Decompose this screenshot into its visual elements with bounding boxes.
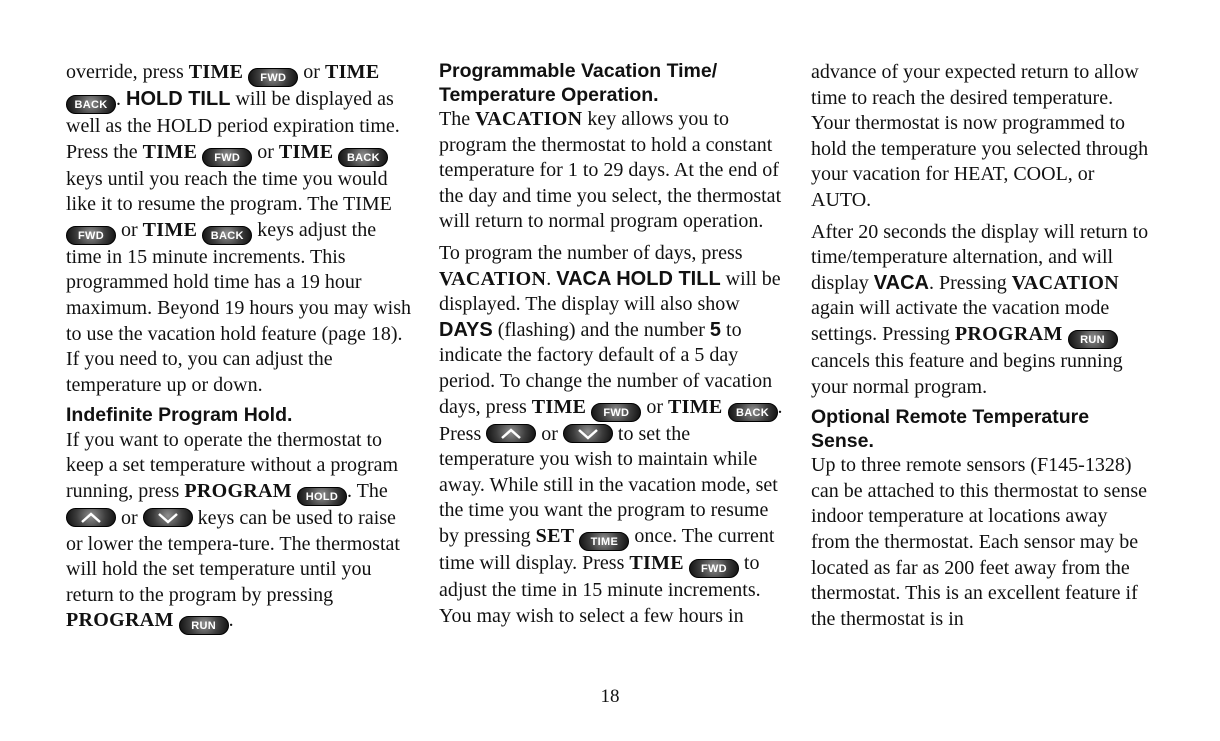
fwd-button-icon: FWD: [248, 68, 298, 87]
program-key-label: PROGRAM: [184, 480, 292, 503]
middle-column: [439, 60, 789, 629]
back-button-icon: BACK: [202, 226, 252, 245]
vacation-display-paragraph: After 20 seconds the display will return to time/temperature alternation, and will display VACA. Pressing VACATION again will activate the vacation mode settings. Pressing PROGRAM RUN cancels this feature and begins running your normal program.: [811, 220, 1149, 398]
fwd-button-icon: FWD: [591, 403, 641, 422]
time-key-label: TIME: [142, 140, 198, 163]
display-text-vaca-hold-till: VACA HOLD TILL: [556, 267, 721, 290]
vacation-key-label: VACATION: [439, 267, 547, 290]
vacation-steps-paragraph: To program the number of days, press VACATION. VACA HOLD TILL will be displayed. The display will also show DAYS (flashing) and the number 5 to indicate the factory default of a 5 day period. To change the number of vacation days, press TIME FWD or TIME BACK . Press or to set the temperature you wish to maintain while away. While still in the vacation mode, set the time you want the program to resume by pressing SET TIME once. The current time will display. Press TIME FWD to adjust the time in 15 minute increments. You may wish to select a few hours in: [439, 241, 783, 627]
fwd-button-icon: FWD: [202, 148, 252, 167]
remote-sensor-paragraph: Up to three remote sensors (F145-1328) can be attached to this thermostat to sense indoor temperature at locations away from the thermostat. Each sensor may be located as far as 200 feet away from the thermostat. This is an excellent feature if the thermostat is in: [811, 454, 1148, 630]
vacation-key-label: VACATION: [475, 108, 583, 130]
hold-button-icon: HOLD: [297, 487, 347, 506]
down-arrow-icon: [143, 508, 193, 527]
display-text-hold-till: HOLD TILL: [126, 88, 231, 110]
fwd-button-icon: FWD: [689, 559, 739, 578]
program-key-label: PROGRAM: [66, 609, 174, 632]
program-key-label: PROGRAM: [954, 322, 1063, 345]
heading-remote-temperature-sense: Optional Remote Temperature Sense.: [811, 406, 1090, 452]
left-column: [66, 60, 414, 635]
back-button-icon: BACK: [66, 95, 116, 114]
up-arrow-icon: [66, 508, 116, 527]
run-button-icon: RUN: [1068, 330, 1118, 349]
vacation-key-label: VACATION: [1011, 271, 1119, 294]
vacation-intro-paragraph: The VACATION key allows you to program the thermostat to hold a constant temperature for 1 to 29 days. At the end of the day and time you select, the thermostat will return to normal program operation.: [439, 108, 782, 233]
time-key-label: TIME: [278, 140, 334, 163]
indefinite-hold-paragraph: If you want to operate the thermostat to keep a set temperature without a program running, press PROGRAM HOLD . The or keys can be used to raise or lower the tempera-ture. The thermostat will hold the set temperature until you return to the program by pressing PROGRAM RUN .: [66, 428, 414, 636]
time-key-label: TIME: [667, 395, 723, 418]
time-key-label: TIME: [324, 61, 380, 83]
time-key-label: TIME: [142, 218, 198, 241]
heading-indefinite-program-hold: Indefinite Program Hold.: [66, 404, 293, 427]
display-text-days: DAYS: [439, 318, 493, 341]
down-arrow-icon: [563, 424, 613, 443]
right-column: [811, 60, 1151, 632]
display-text-vaca: VACA: [873, 271, 929, 294]
hold-instructions-paragraph: override, press TIME FWD or TIME BACK . HOLD TILL will be displayed as well as the HOLD period expiration time. Press the TIME FWD or TIME BACK keys until you reach the time you would like it to resume the program. The TIME FWD or TIME BACK keys adjust the time in 15 minute increments. This programmed hold time has a 19 hour maximum. Beyond 19 hours you may wish to use the vacation hold feature (page 18). If you need to, you can adjust the temperature up or down.: [66, 61, 411, 396]
back-button-icon: BACK: [338, 148, 388, 167]
page-number: 18: [600, 686, 620, 707]
set-key-label: SET: [535, 524, 575, 547]
run-button-icon: RUN: [179, 616, 229, 635]
display-text-five: 5: [709, 318, 722, 341]
heading-vacation-operation: Programmable Vacation Time/ Temperature Operation.: [439, 60, 718, 106]
back-button-icon: BACK: [728, 403, 778, 422]
time-key-label: TIME: [188, 61, 244, 83]
up-arrow-icon: [486, 424, 536, 443]
time-button-icon: TIME: [579, 532, 629, 551]
time-key-label: TIME: [629, 551, 684, 574]
fwd-button-icon: FWD: [66, 226, 116, 245]
time-key-label: TIME: [531, 395, 587, 418]
vacation-continued-paragraph: advance of your expected return to allow time to reach the desired temperature. Your thermostat is now programmed to hold the temperature you selected through your vacation for HEAT, COOL, or AUTO.: [811, 61, 1149, 211]
